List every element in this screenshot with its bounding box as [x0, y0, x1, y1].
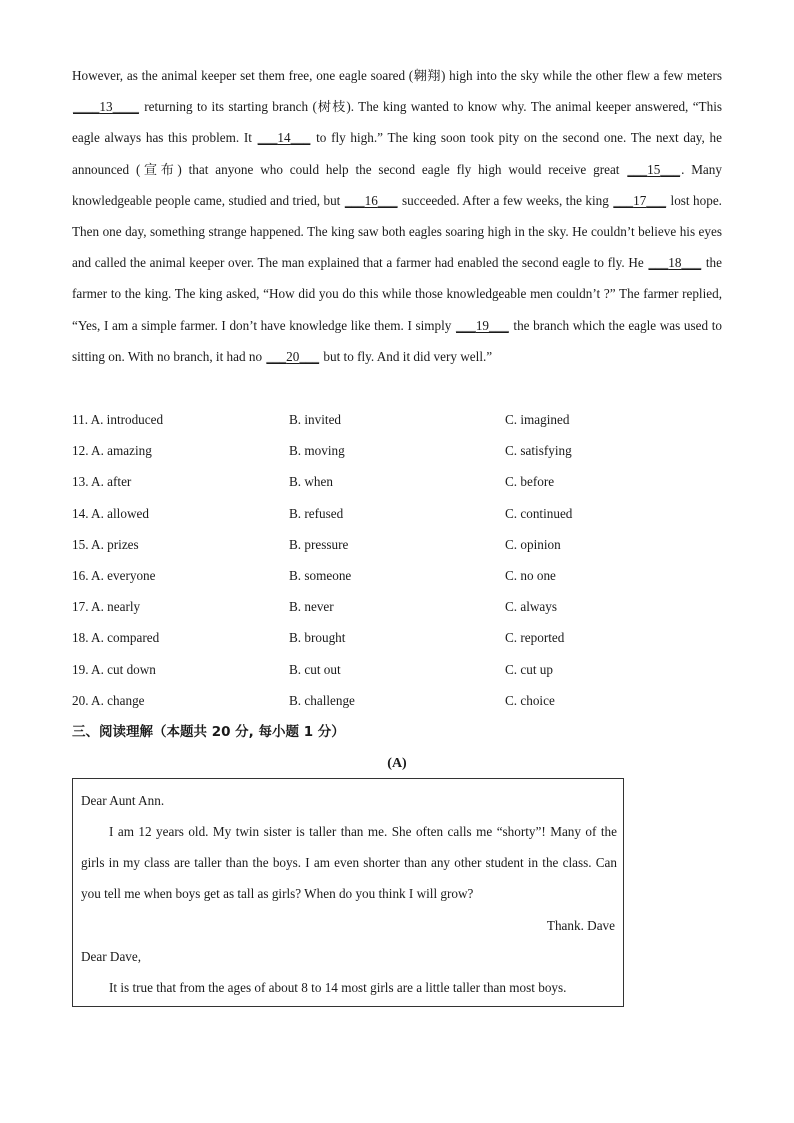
reply-body: It is true that from the ages of about 8 to 14 most girls are a little taller than most boys.	[109, 980, 567, 995]
passage-text: to fly high.” The king soon took pity on the second one. The next day, he announced (宣布) that anyone who could help the second eagle fly high would receive great	[72, 130, 722, 177]
option-row	[72, 498, 722, 529]
option-a: 16. A. everyone	[72, 567, 156, 583]
letter-signature: Thank. Dave	[546, 918, 615, 933]
option-b: B. refused	[289, 505, 344, 521]
option-row	[72, 622, 722, 653]
option-a: 19. A. cut down	[72, 661, 156, 677]
option-a: 20. A. change	[72, 692, 145, 708]
option-row	[72, 529, 722, 560]
option-b: B. never	[289, 599, 334, 615]
option-c: C. satisfying	[505, 443, 572, 459]
passage-text: the farmer to the king. The king asked, “How did you do this while those knowledgeable men couldn’t ?” The farmer replied, “Yes, I am a simple farmer. I don’t have knowledge like them. I simply	[72, 255, 722, 333]
passage-text: returning to its starting branch (树枝). The king wanted to know why. The animal keeper answered, “This eagle always has this problem. It	[72, 99, 722, 146]
letter-box	[72, 778, 624, 1007]
option-b: B. cut out	[289, 661, 341, 677]
option-c: C. opinion	[505, 536, 561, 552]
option-b: B. pressure	[289, 536, 349, 552]
blank-13: ____13____	[73, 99, 139, 115]
passage-text: but to fly. And it did very well.”	[320, 348, 493, 364]
option-a: 14. A. allowed	[72, 505, 149, 521]
option-c: C. cut up	[505, 661, 553, 677]
option-b: B. someone	[289, 567, 352, 583]
blank-14: ___14___	[257, 130, 311, 146]
option-c: C. always	[505, 599, 558, 615]
option-b: B. challenge	[289, 692, 355, 708]
option-a: 15. A. prizes	[72, 536, 139, 552]
blank-19: ___19___	[456, 317, 509, 333]
passage-text: lost hope. Then one day, something strange happened. The king saw both eagles soaring high in the sky. He couldn’t believe his eyes and called the animal keeper over. The man explained that a farmer had enabled the second eagle to fly. He	[72, 192, 722, 271]
option-c: C. continued	[505, 505, 573, 521]
blank-17: ___17___	[613, 192, 667, 208]
option-a: 18. A. compared	[72, 630, 160, 646]
option-b: B. invited	[289, 412, 342, 427]
option-row	[72, 435, 722, 466]
passage-label: (A)	[387, 756, 407, 771]
option-c: C. before	[505, 474, 555, 490]
option-a: 12. A. amazing	[72, 443, 152, 459]
option-a: 17. A. nearly	[72, 599, 141, 615]
cloze-passage	[72, 60, 722, 372]
option-a: 11. A. introduced	[72, 412, 164, 427]
blank-16: ___16___	[344, 192, 398, 208]
option-row	[72, 685, 722, 716]
passage-text: However, as the animal keeper set them free, one eagle soared (翱翔) high into the sky while the other flew a few meters	[72, 68, 722, 83]
passage-text: the branch which the eagle was used to sitting on. With no branch, it had no	[72, 317, 722, 364]
option-row	[72, 404, 722, 435]
option-row	[72, 466, 722, 497]
option-c: C. reported	[505, 630, 565, 646]
option-c: C. no one	[505, 567, 556, 583]
option-c: C. choice	[505, 692, 555, 708]
option-b: B. brought	[289, 630, 346, 646]
blank-18: ___18___	[648, 255, 702, 271]
option-b: B. moving	[289, 443, 345, 459]
passage-text: . Many knowledgeable people came, studied and tried, but	[72, 161, 722, 208]
passage-text: succeeded. After a few weeks, the king	[398, 192, 613, 208]
letter-greeting: Dear Aunt Ann.	[81, 793, 165, 808]
option-c: C. imagined	[505, 412, 570, 427]
section-heading: 三、阅读理解（本题共 20 分, 每小题 1 分）	[72, 724, 345, 740]
blank-15: ___15___	[627, 161, 681, 177]
option-row	[72, 591, 722, 622]
options-list	[72, 404, 722, 716]
option-a: 13. A. after	[72, 474, 132, 490]
option-b: B. when	[289, 474, 333, 490]
blank-20: ___20___	[266, 348, 320, 364]
letter-body: I am 12 years old. My twin sister is taller than me. She often calls me “shorty”! Many of the girls in my class are taller than the boys. I am even shorter than any other student in the class. Can you tell me when boys get as tall as girls? When do you think I will grow?	[81, 824, 617, 902]
option-row	[72, 654, 722, 685]
option-row	[72, 560, 722, 591]
reply-greeting: Dear Dave,	[81, 949, 142, 964]
